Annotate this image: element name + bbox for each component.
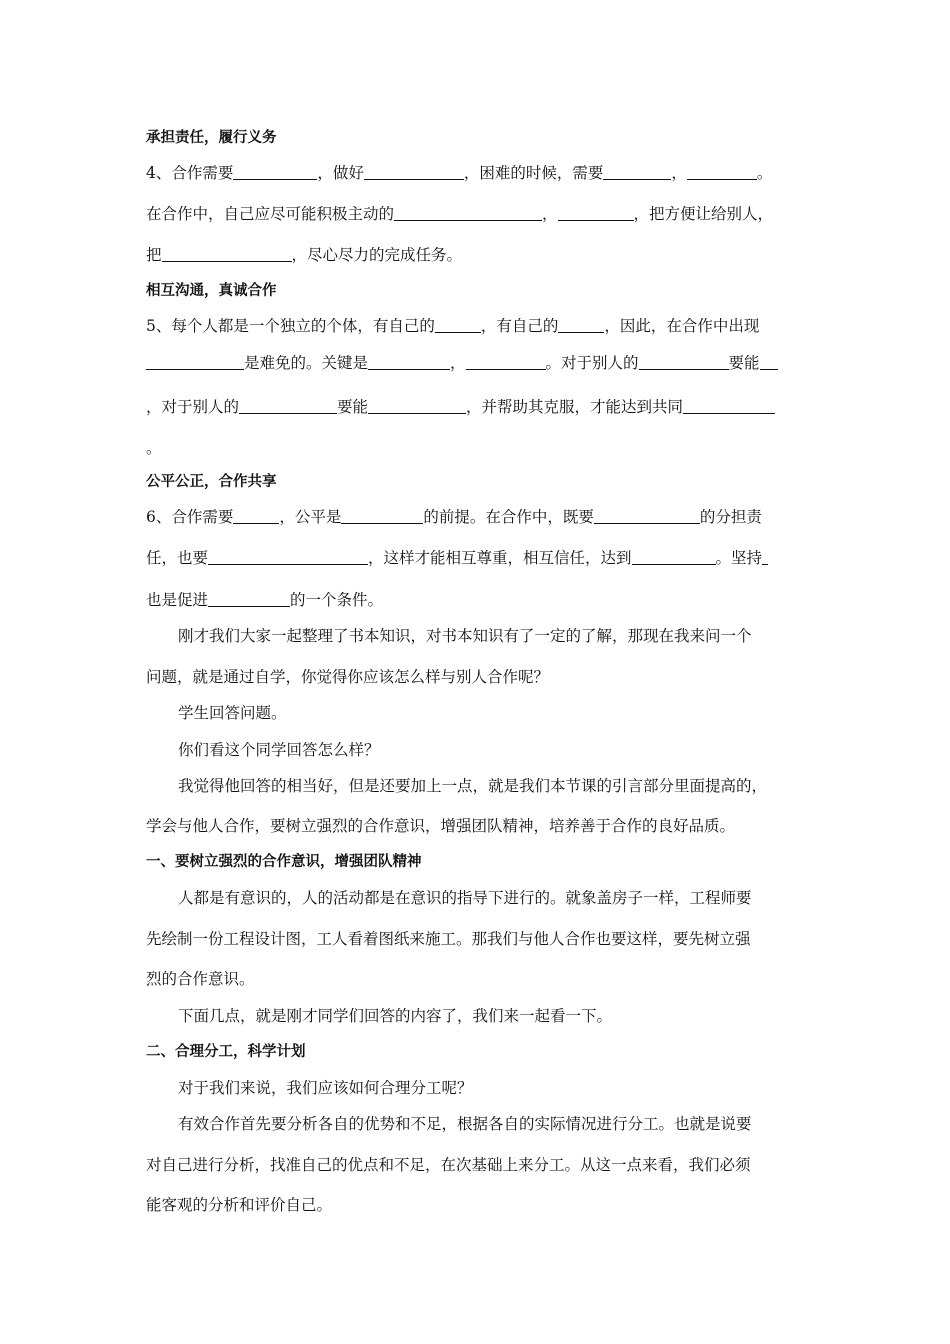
text-segment: 把 bbox=[146, 246, 162, 264]
text-segment: ，尽心尽力的完成任务。 bbox=[291, 246, 463, 264]
section-heading: 承担责任，履行义务 bbox=[146, 130, 277, 146]
text-line bbox=[146, 590, 383, 610]
text-segment: 5、每个人都是一个独立的个体，有自己的 bbox=[146, 317, 435, 335]
text-segment: 任，也要 bbox=[146, 549, 209, 567]
text-segment: 的前提。在合作中，既要 bbox=[423, 508, 594, 526]
text-line bbox=[146, 507, 762, 527]
text-segment: ，把方便让给别人， bbox=[633, 205, 774, 223]
paragraph-line: 下面几点，就是刚才同学们回答的内容了，我们来一起看一下。 bbox=[178, 1007, 613, 1025]
text-line bbox=[146, 245, 462, 265]
paragraph-line: 问题，就是通过自学，你觉得你应该怎么样与别人合作呢？ bbox=[146, 668, 550, 686]
paragraph-line: 你们看这个同学回答怎么样？ bbox=[178, 741, 380, 759]
blank-line bbox=[364, 163, 464, 180]
blank-line bbox=[394, 204, 542, 221]
paragraph-line: 对于我们来说，我们应该如何合理分工呢？ bbox=[178, 1079, 473, 1097]
blank-line bbox=[683, 397, 775, 414]
blank-line bbox=[603, 163, 671, 180]
text-segment: ，因此，在合作中出现 bbox=[604, 317, 760, 335]
blank-line bbox=[146, 353, 244, 370]
blank-line bbox=[558, 204, 634, 221]
paragraph-line: 刚才我们大家一起整理了书本知识，对书本知识有了一定的了解，那现在我来问一个 bbox=[178, 627, 752, 645]
text-segment: ，做好 bbox=[317, 164, 364, 182]
text-segment: 。坚持 bbox=[715, 549, 763, 567]
blank-line bbox=[760, 353, 778, 370]
blank-line bbox=[233, 163, 317, 180]
blank-line bbox=[208, 590, 290, 607]
blank-line bbox=[687, 163, 757, 180]
blank-line bbox=[239, 397, 337, 414]
blank-line bbox=[466, 353, 546, 370]
section-heading: 相互沟通，真诚合作 bbox=[146, 283, 277, 299]
text-line bbox=[146, 548, 768, 568]
paragraph-line: 人都是有意识的，人的活动都是在意识的指导下进行的。就象盖房子一样，工程师要 bbox=[178, 889, 752, 907]
text-segment: 的一个条件。 bbox=[290, 591, 384, 609]
text-line bbox=[146, 397, 775, 417]
text-segment: ，这样才能相互尊重，相互信任，达到 bbox=[368, 549, 632, 567]
section-heading: 公平公正，合作共享 bbox=[146, 474, 277, 490]
blank-line bbox=[368, 353, 450, 370]
paragraph-line: 能客观的分析和评价自己。 bbox=[146, 1196, 333, 1214]
text-line bbox=[146, 353, 778, 373]
section-heading: 一、要树立强烈的合作意识，增强团队精神 bbox=[146, 854, 422, 870]
text-segment: 。 bbox=[756, 164, 773, 182]
paragraph-line: 学会与他人合作，要树立强烈的合作意识，增强团队精神，培养善于合作的良好品质。 bbox=[146, 817, 736, 835]
text-segment: ，对于别人的 bbox=[146, 398, 240, 416]
text-segment: ，困难的时候，需要 bbox=[463, 164, 604, 182]
paragraph-line: 学生回答问题。 bbox=[178, 704, 287, 722]
text-segment: ，公平是 bbox=[279, 508, 342, 526]
text-segment: ， bbox=[671, 164, 687, 182]
blank-line bbox=[341, 507, 423, 524]
text-line bbox=[146, 316, 759, 336]
blank-line bbox=[632, 548, 716, 565]
paragraph-line: 先绘制一份工程设计图，工人看着图纸来施工。那我们与他人合作也要这样，要先树立强 bbox=[146, 930, 751, 948]
text-segment: 。对于别人的 bbox=[545, 354, 639, 372]
text-line bbox=[146, 163, 772, 183]
section-heading: 二、合理分工，科学计划 bbox=[146, 1044, 306, 1060]
text-segment: 也是促进 bbox=[146, 591, 209, 609]
blank-line bbox=[639, 353, 729, 370]
text-segment: 的分担责 bbox=[699, 508, 762, 526]
text-segment: 要能 bbox=[337, 398, 369, 416]
blank-line bbox=[762, 548, 768, 565]
paragraph-line: 我觉得他回答的相当好，但是还要加上一点，就是我们本节课的引言部分里面提高的， bbox=[178, 777, 768, 795]
paragraph-line: 烈的合作意识。 bbox=[146, 970, 255, 988]
blank-line bbox=[594, 507, 700, 524]
blank-line bbox=[435, 316, 481, 333]
text-segment: ，有自己的 bbox=[480, 317, 559, 335]
text-segment: ， bbox=[450, 354, 466, 372]
paragraph-line: 对自己进行分析，找准自己的优点和不足，在次基础上来分工。从这一点来看，我们必须 bbox=[146, 1156, 751, 1174]
text-segment: 6、合作需要 bbox=[146, 508, 234, 526]
blank-line bbox=[368, 397, 466, 414]
text-segment: 要能 bbox=[728, 354, 760, 372]
blank-line bbox=[162, 245, 292, 262]
blank-line bbox=[558, 316, 604, 333]
blank-line bbox=[208, 548, 368, 565]
text-segment: 在合作中，自己应尽可能积极主动的 bbox=[146, 205, 395, 223]
paragraph-line: 有效合作首先要分析各自的优势和不足，根据各自的实际情况进行分工。也就是说要 bbox=[178, 1115, 752, 1133]
blank-line bbox=[233, 507, 279, 524]
text-line: 。 bbox=[146, 439, 162, 457]
text-segment: ，并帮助其克服，才能达到共同 bbox=[466, 398, 684, 416]
text-line bbox=[146, 204, 773, 224]
text-segment: ， bbox=[542, 205, 558, 223]
text-segment: 4、合作需要 bbox=[146, 164, 234, 182]
text-segment: 是难免的。关键是 bbox=[244, 354, 369, 372]
